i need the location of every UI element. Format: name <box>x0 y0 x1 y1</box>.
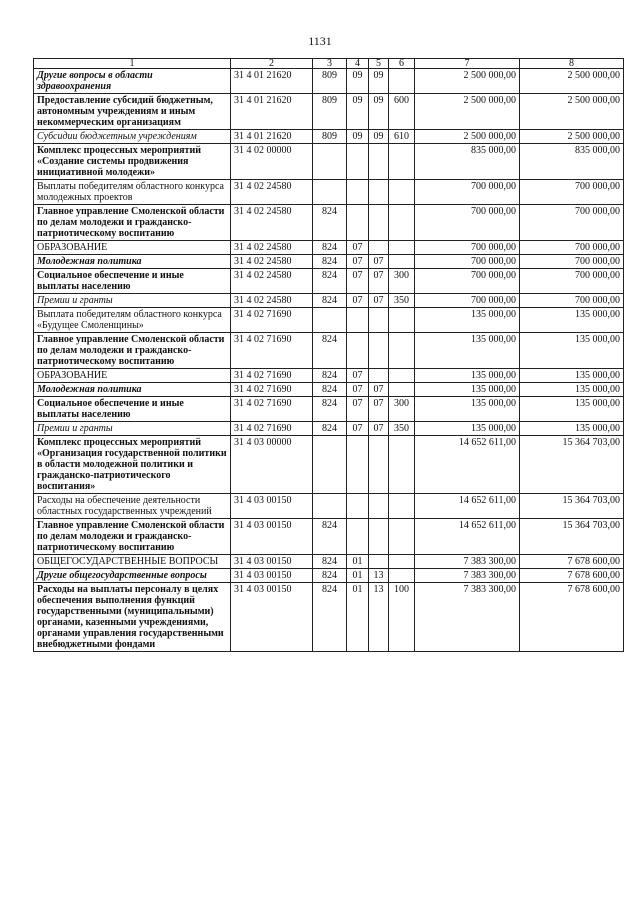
amount-year-1-cell: 135 000,00 <box>415 422 520 436</box>
amount-year-2-cell: 135 000,00 <box>520 308 624 333</box>
ministry-code-cell: 824 <box>313 555 347 569</box>
amount-year-2-cell: 700 000,00 <box>520 255 624 269</box>
subsection-code-cell <box>369 144 389 180</box>
row-name-cell: Главное управление Смоленской области по делам молодежи и гражданско-патриотическому воспитанию <box>34 519 231 555</box>
amount-year-1-cell: 135 000,00 <box>415 383 520 397</box>
section-code-cell: 07 <box>347 294 369 308</box>
row-name-cell: ОБРАЗОВАНИЕ <box>34 241 231 255</box>
subsection-code-cell: 07 <box>369 255 389 269</box>
target-code-cell: 31 4 03 00000 <box>231 436 313 494</box>
subsection-code-cell <box>369 180 389 205</box>
row-name-cell: Социальное обеспечение и иные выплаты населению <box>34 397 231 422</box>
subsection-code-cell <box>369 555 389 569</box>
amount-year-2-cell: 700 000,00 <box>520 269 624 294</box>
amount-year-2-cell: 7 678 600,00 <box>520 583 624 652</box>
amount-year-2-cell: 15 364 703,00 <box>520 519 624 555</box>
target-code-cell: 31 4 01 21620 <box>231 94 313 130</box>
section-code-cell: 01 <box>347 555 369 569</box>
ministry-code-cell: 824 <box>313 369 347 383</box>
ministry-code-cell: 809 <box>313 69 347 94</box>
row-name-cell: Другие общегосударственные вопросы <box>34 569 231 583</box>
target-code-cell: 31 4 03 00150 <box>231 555 313 569</box>
amount-year-2-cell: 700 000,00 <box>520 180 624 205</box>
subsection-code-cell: 07 <box>369 397 389 422</box>
amount-year-1-cell: 700 000,00 <box>415 241 520 255</box>
subsection-code-cell <box>369 494 389 519</box>
row-name-cell: Комплекс процессных мероприятий «Организация государственной политики в области молодежной политики и гражданско-патриотического воспитания» <box>34 436 231 494</box>
table-row <box>34 205 624 241</box>
amount-year-1-cell: 7 383 300,00 <box>415 569 520 583</box>
target-code-cell: 31 4 02 24580 <box>231 205 313 241</box>
ministry-code-cell: 824 <box>313 269 347 294</box>
amount-year-1-cell: 700 000,00 <box>415 294 520 308</box>
target-code-cell: 31 4 03 00150 <box>231 519 313 555</box>
expense-type-cell <box>389 555 415 569</box>
ministry-code-cell: 824 <box>313 519 347 555</box>
target-code-cell: 31 4 02 71690 <box>231 397 313 422</box>
section-code-cell: 07 <box>347 369 369 383</box>
target-code-cell: 31 4 01 21620 <box>231 130 313 144</box>
expense-type-cell <box>389 144 415 180</box>
subsection-code-cell: 07 <box>369 269 389 294</box>
table-row <box>34 436 624 494</box>
target-code-cell: 31 4 02 24580 <box>231 180 313 205</box>
table-row <box>34 422 624 436</box>
table-row <box>34 144 624 180</box>
table-row <box>34 369 624 383</box>
budget-table <box>33 58 624 652</box>
subsection-code-cell: 09 <box>369 130 389 144</box>
row-name-cell: ОБРАЗОВАНИЕ <box>34 369 231 383</box>
ministry-code-cell <box>313 436 347 494</box>
table-row <box>34 519 624 555</box>
target-code-cell: 31 4 03 00150 <box>231 569 313 583</box>
subsection-code-cell: 13 <box>369 569 389 583</box>
subsection-code-cell: 07 <box>369 422 389 436</box>
section-code-cell: 07 <box>347 397 369 422</box>
target-code-cell: 31 4 02 24580 <box>231 241 313 255</box>
subsection-code-cell <box>369 205 389 241</box>
column-number: 7 <box>415 59 520 69</box>
amount-year-1-cell: 2 500 000,00 <box>415 130 520 144</box>
row-name-cell: Комплекс процессных мероприятий «Создание системы продвижения инициативной молодежи» <box>34 144 231 180</box>
amount-year-2-cell: 700 000,00 <box>520 241 624 255</box>
expense-type-cell <box>389 333 415 369</box>
amount-year-2-cell: 700 000,00 <box>520 205 624 241</box>
section-code-cell <box>347 333 369 369</box>
expense-type-cell <box>389 436 415 494</box>
subsection-code-cell <box>369 369 389 383</box>
column-number-row <box>34 59 624 69</box>
section-code-cell: 01 <box>347 569 369 583</box>
subsection-code-cell: 13 <box>369 583 389 652</box>
section-code-cell: 07 <box>347 269 369 294</box>
expense-type-cell <box>389 494 415 519</box>
row-name-cell: Выплата победителям областного конкурса «Будущее Смоленщины» <box>34 308 231 333</box>
row-name-cell: Премии и гранты <box>34 294 231 308</box>
amount-year-1-cell: 7 383 300,00 <box>415 583 520 652</box>
target-code-cell: 31 4 03 00150 <box>231 494 313 519</box>
amount-year-1-cell: 135 000,00 <box>415 333 520 369</box>
section-code-cell <box>347 436 369 494</box>
expense-type-cell: 300 <box>389 269 415 294</box>
expense-type-cell <box>389 69 415 94</box>
target-code-cell: 31 4 02 71690 <box>231 369 313 383</box>
table-row <box>34 130 624 144</box>
amount-year-1-cell: 700 000,00 <box>415 205 520 241</box>
expense-type-cell: 100 <box>389 583 415 652</box>
target-code-cell: 31 4 02 71690 <box>231 308 313 333</box>
target-code-cell: 31 4 02 71690 <box>231 383 313 397</box>
expense-type-cell: 600 <box>389 94 415 130</box>
table-row <box>34 397 624 422</box>
page-number: 1131 <box>308 34 332 48</box>
section-code-cell: 09 <box>347 130 369 144</box>
ministry-code-cell <box>313 144 347 180</box>
row-name-cell: Социальное обеспечение и иные выплаты населению <box>34 269 231 294</box>
expense-type-cell: 610 <box>389 130 415 144</box>
target-code-cell: 31 4 02 71690 <box>231 422 313 436</box>
expense-type-cell <box>389 519 415 555</box>
target-code-cell: 31 4 02 71690 <box>231 333 313 369</box>
column-number: 1 <box>34 59 231 69</box>
ministry-code-cell: 809 <box>313 130 347 144</box>
section-code-cell: 07 <box>347 255 369 269</box>
target-code-cell: 31 4 03 00150 <box>231 583 313 652</box>
row-name-cell: Молодежная политика <box>34 383 231 397</box>
section-code-cell <box>347 494 369 519</box>
table-row <box>34 494 624 519</box>
section-code-cell: 07 <box>347 422 369 436</box>
row-name-cell: Премии и гранты <box>34 422 231 436</box>
section-code-cell <box>347 519 369 555</box>
ministry-code-cell: 824 <box>313 422 347 436</box>
expense-type-cell: 300 <box>389 397 415 422</box>
ministry-code-cell: 824 <box>313 294 347 308</box>
amount-year-2-cell: 700 000,00 <box>520 294 624 308</box>
ministry-code-cell <box>313 494 347 519</box>
amount-year-2-cell: 135 000,00 <box>520 369 624 383</box>
table-row <box>34 269 624 294</box>
amount-year-1-cell: 14 652 611,00 <box>415 436 520 494</box>
ministry-code-cell: 824 <box>313 333 347 369</box>
amount-year-2-cell: 135 000,00 <box>520 422 624 436</box>
expense-type-cell <box>389 241 415 255</box>
ministry-code-cell: 824 <box>313 583 347 652</box>
expense-type-cell <box>389 369 415 383</box>
table-row <box>34 583 624 652</box>
subsection-code-cell: 09 <box>369 69 389 94</box>
expense-type-cell <box>389 308 415 333</box>
amount-year-2-cell: 15 364 703,00 <box>520 494 624 519</box>
row-name-cell: Расходы на обеспечение деятельности областных государственных учреждений <box>34 494 231 519</box>
column-number: 4 <box>347 59 369 69</box>
amount-year-1-cell: 14 652 611,00 <box>415 519 520 555</box>
section-code-cell: 07 <box>347 383 369 397</box>
section-code-cell <box>347 308 369 333</box>
table-row <box>34 94 624 130</box>
subsection-code-cell <box>369 519 389 555</box>
expense-type-cell: 350 <box>389 422 415 436</box>
amount-year-1-cell: 2 500 000,00 <box>415 69 520 94</box>
amount-year-1-cell: 700 000,00 <box>415 255 520 269</box>
subsection-code-cell: 07 <box>369 294 389 308</box>
row-name-cell: Главное управление Смоленской области по делам молодежи и гражданско-патриотическому воспитанию <box>34 205 231 241</box>
target-code-cell: 31 4 02 00000 <box>231 144 313 180</box>
amount-year-1-cell: 835 000,00 <box>415 144 520 180</box>
amount-year-1-cell: 700 000,00 <box>415 269 520 294</box>
section-code-cell: 09 <box>347 94 369 130</box>
amount-year-2-cell: 2 500 000,00 <box>520 130 624 144</box>
row-name-cell: Другие вопросы в области здравоохранения <box>34 69 231 94</box>
section-code-cell <box>347 144 369 180</box>
column-number: 3 <box>313 59 347 69</box>
row-name-cell: ОБЩЕГОСУДАРСТВЕННЫЕ ВОПРОСЫ <box>34 555 231 569</box>
ministry-code-cell: 824 <box>313 255 347 269</box>
expense-type-cell <box>389 255 415 269</box>
amount-year-1-cell: 7 383 300,00 <box>415 555 520 569</box>
subsection-code-cell <box>369 333 389 369</box>
target-code-cell: 31 4 02 24580 <box>231 294 313 308</box>
amount-year-2-cell: 2 500 000,00 <box>520 69 624 94</box>
table-row <box>34 255 624 269</box>
section-code-cell <box>347 180 369 205</box>
section-code-cell <box>347 205 369 241</box>
subsection-code-cell <box>369 308 389 333</box>
amount-year-2-cell: 7 678 600,00 <box>520 569 624 583</box>
table-row <box>34 555 624 569</box>
subsection-code-cell: 07 <box>369 383 389 397</box>
ministry-code-cell <box>313 180 347 205</box>
target-code-cell: 31 4 02 24580 <box>231 269 313 294</box>
amount-year-1-cell: 135 000,00 <box>415 369 520 383</box>
column-number: 5 <box>369 59 389 69</box>
row-name-cell: Субсидии бюджетным учреждениям <box>34 130 231 144</box>
target-code-cell: 31 4 01 21620 <box>231 69 313 94</box>
ministry-code-cell: 824 <box>313 569 347 583</box>
table-row <box>34 333 624 369</box>
amount-year-1-cell: 135 000,00 <box>415 308 520 333</box>
row-name-cell: Молодежная политика <box>34 255 231 269</box>
section-code-cell: 07 <box>347 241 369 255</box>
row-name-cell: Выплаты победителям областного конкурса молодежных проектов <box>34 180 231 205</box>
row-name-cell: Расходы на выплаты персоналу в целях обеспечения выполнения функций государственными (муниципальными) органами, казенными учреждениями, органами управления государственными внебюджетными фондами <box>34 583 231 652</box>
expense-type-cell <box>389 205 415 241</box>
ministry-code-cell: 824 <box>313 205 347 241</box>
section-code-cell: 01 <box>347 583 369 652</box>
amount-year-2-cell: 135 000,00 <box>520 333 624 369</box>
expense-type-cell: 350 <box>389 294 415 308</box>
table-row <box>34 294 624 308</box>
subsection-code-cell: 09 <box>369 94 389 130</box>
amount-year-2-cell: 835 000,00 <box>520 144 624 180</box>
table-row <box>34 569 624 583</box>
table-row <box>34 180 624 205</box>
expense-type-cell <box>389 569 415 583</box>
table-row <box>34 383 624 397</box>
ministry-code-cell: 824 <box>313 397 347 422</box>
column-number: 6 <box>389 59 415 69</box>
amount-year-1-cell: 700 000,00 <box>415 180 520 205</box>
amount-year-2-cell: 2 500 000,00 <box>520 94 624 130</box>
amount-year-2-cell: 7 678 600,00 <box>520 555 624 569</box>
ministry-code-cell: 824 <box>313 241 347 255</box>
table-row <box>34 69 624 94</box>
ministry-code-cell <box>313 308 347 333</box>
amount-year-2-cell: 135 000,00 <box>520 397 624 422</box>
section-code-cell: 09 <box>347 69 369 94</box>
amount-year-2-cell: 15 364 703,00 <box>520 436 624 494</box>
ministry-code-cell: 809 <box>313 94 347 130</box>
amount-year-1-cell: 14 652 611,00 <box>415 494 520 519</box>
ministry-code-cell: 824 <box>313 383 347 397</box>
amount-year-1-cell: 135 000,00 <box>415 397 520 422</box>
amount-year-2-cell: 135 000,00 <box>520 383 624 397</box>
column-number: 8 <box>520 59 624 69</box>
subsection-code-cell <box>369 241 389 255</box>
table-row <box>34 241 624 255</box>
row-name-cell: Предоставление субсидий бюджетным, автономным учреждениям и иным некоммерческим организациям <box>34 94 231 130</box>
column-number: 2 <box>231 59 313 69</box>
table-row <box>34 308 624 333</box>
amount-year-1-cell: 2 500 000,00 <box>415 94 520 130</box>
expense-type-cell <box>389 180 415 205</box>
subsection-code-cell <box>369 436 389 494</box>
target-code-cell: 31 4 02 24580 <box>231 255 313 269</box>
row-name-cell: Главное управление Смоленской области по делам молодежи и гражданско-патриотическому воспитанию <box>34 333 231 369</box>
expense-type-cell <box>389 383 415 397</box>
